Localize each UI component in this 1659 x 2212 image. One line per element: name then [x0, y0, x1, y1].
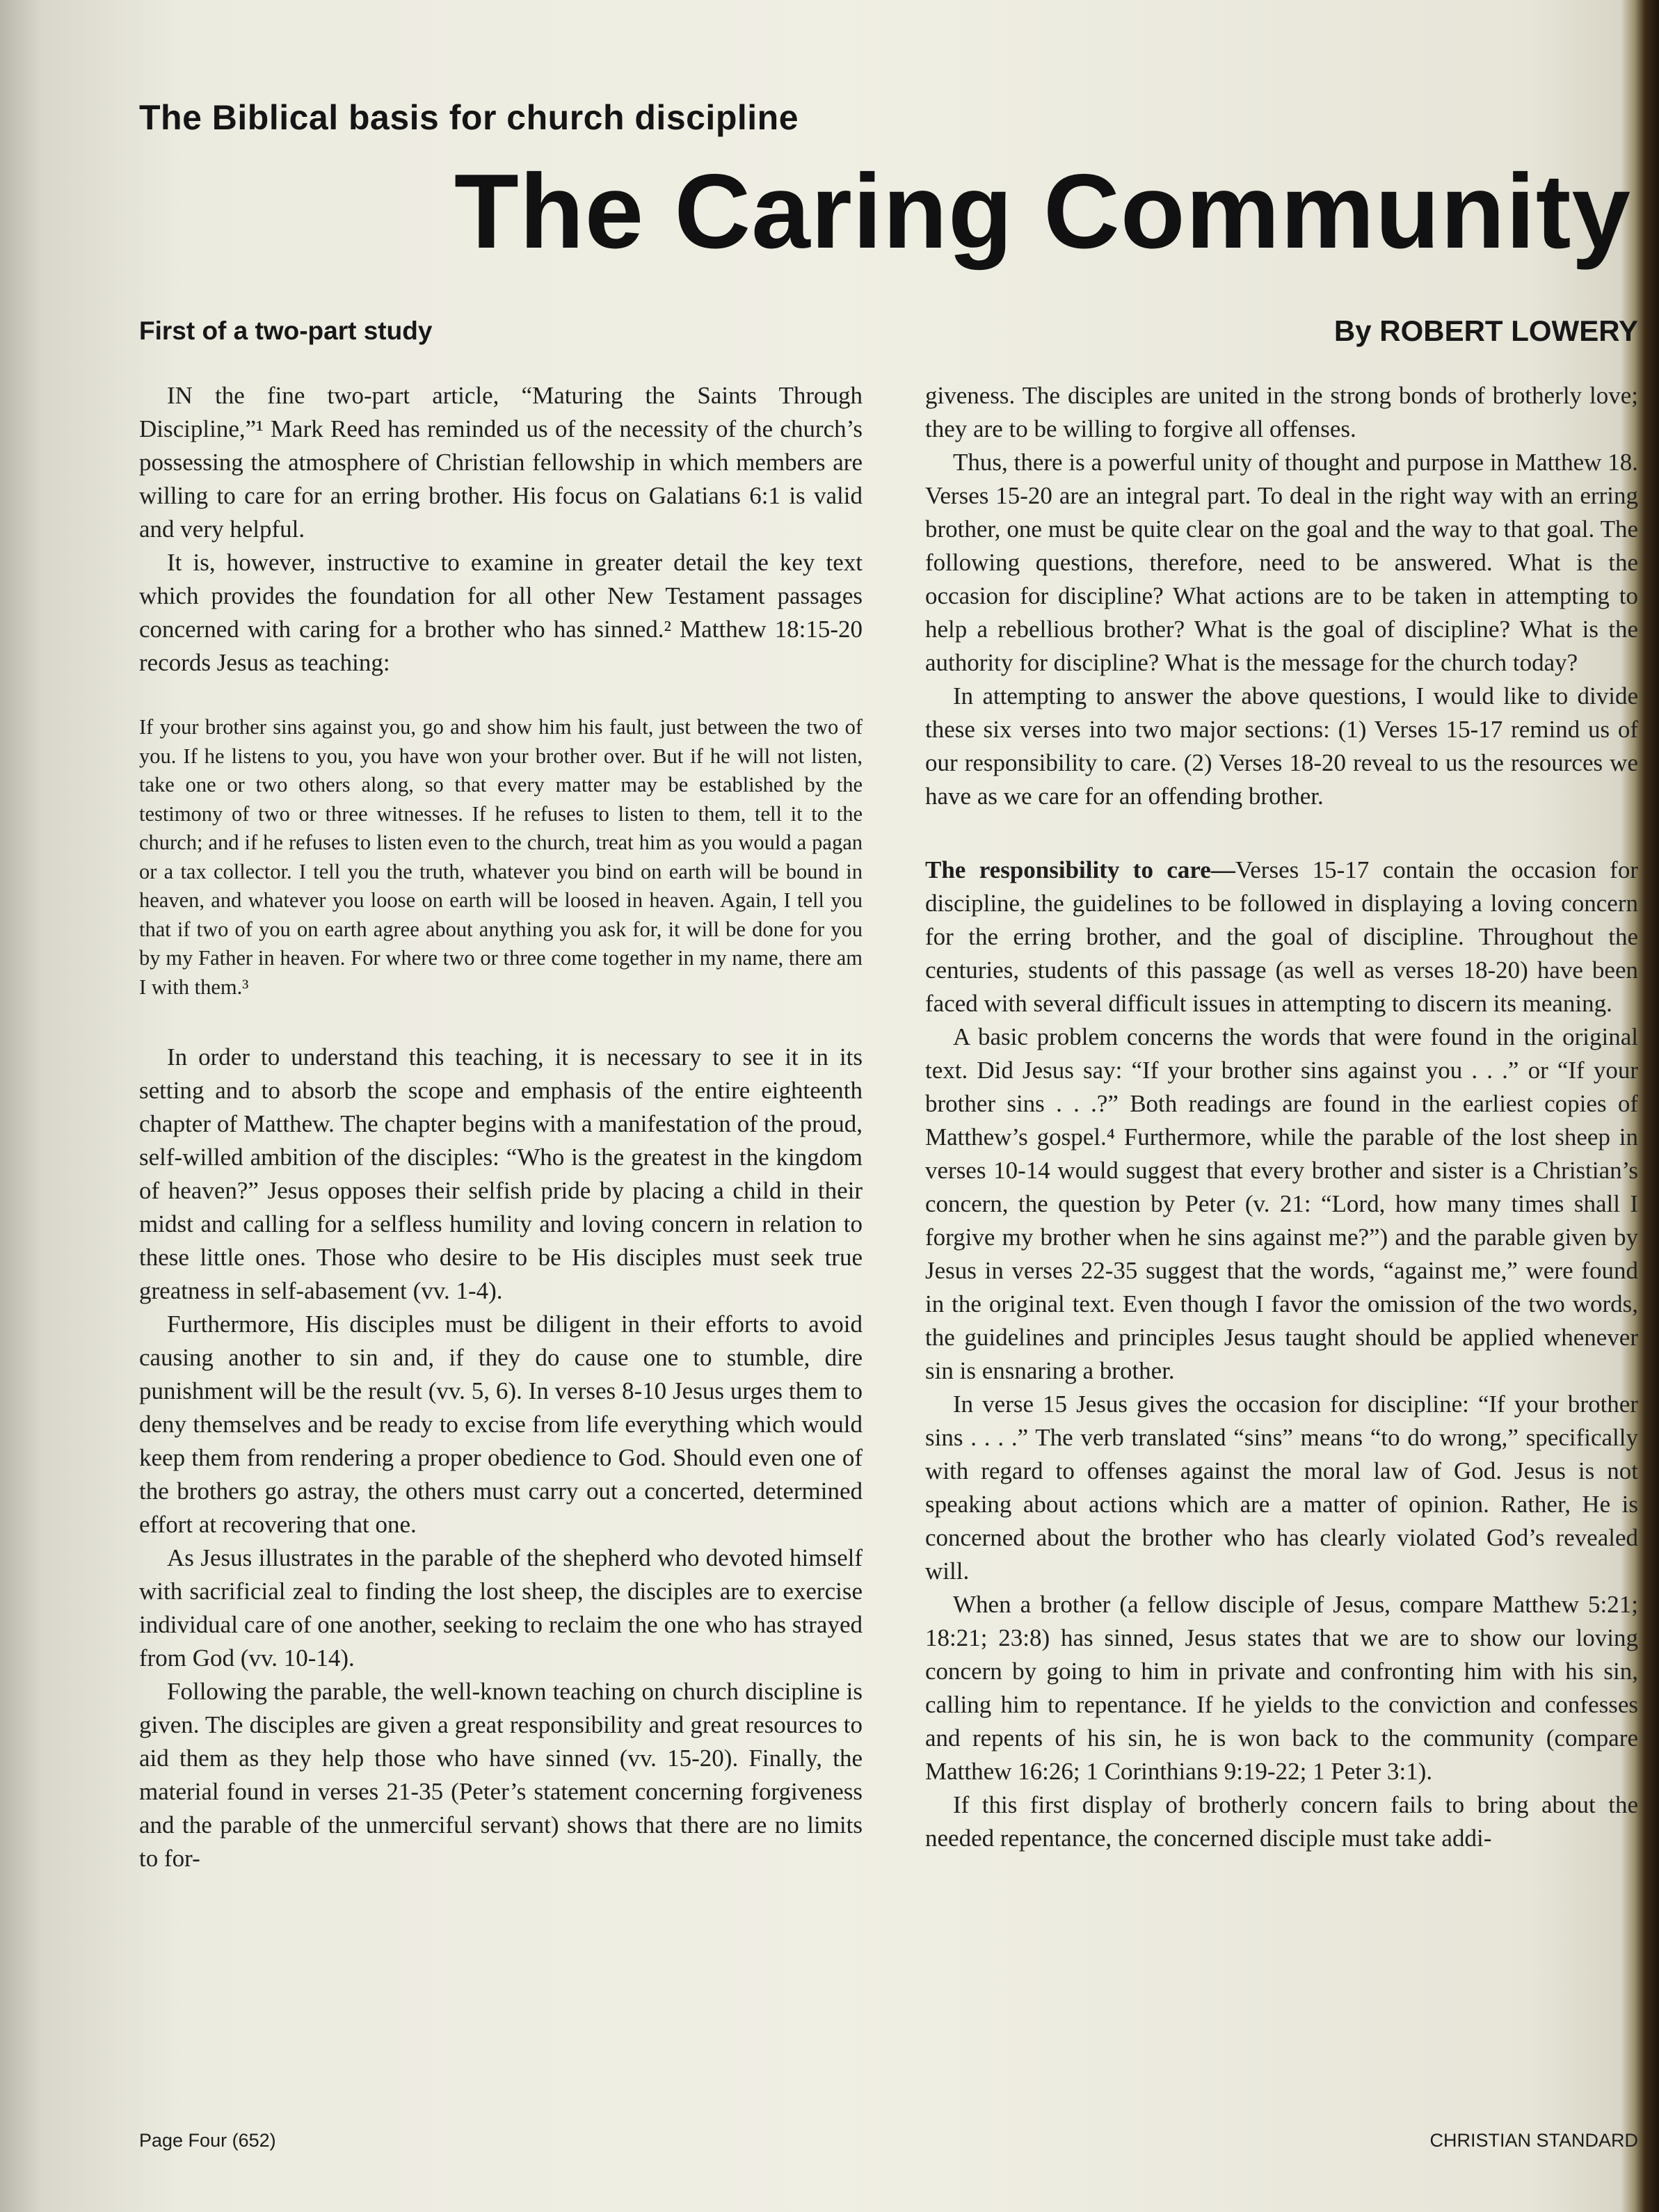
publication-name: CHRISTIAN STANDARD — [1429, 2130, 1638, 2151]
paragraph-first-display: If this first display of brotherly concern fails to bring about the needed repentance, the concerned disciple must take addi- — [925, 1791, 1638, 1852]
left-column — [139, 379, 863, 1875]
section-heading: The responsibility to care— — [925, 856, 1235, 883]
paragraph-responsibility — [925, 853, 1638, 1020]
section-body: Verses 15-17 contain the occasion for discipline, the guidelines to be followed in displaying a loving concern for the erring brother, and the goal of discipline. Throughout the centuries, students of this passage (as well as verses 18-20) have been faced with several difficult issues in attempting to discern its meaning. — [925, 856, 1638, 1017]
right-column — [925, 379, 1638, 1855]
paragraph-sections: In attempting to answer the above questions, I would like to divide these six verses into two major sections: (1) Verses 15-17 remind us of our responsibility to care. (2) Verses 18-20 reveal to us the resources we have as we care for an offending brother. — [925, 682, 1638, 810]
article-title: The Caring Community — [454, 152, 1631, 271]
paragraph-original-text: A basic problem concerns the words that were found in the original text. Did Jesus say: “If your brother sins against you . . .” or “If your brother sins . . .?” Both readings are found in the earliest copies of Matthew’s gospel.⁴ Furthermore, while the parable of the lost sheep in verses 10-14 would suggest that every brother and sister is a Christian’s concern, the question by Peter (v. 21: “Lord, how many times shall I forgive my brother when he sins against me?”) and the parable given by Jesus in verses 22-35 suggest that the words, “against me,” were found in the original text. Even though I favor the omission of the two words, the guidelines and principles Jesus taught should be applied whenever sin is ensnaring a brother. — [925, 1023, 1638, 1384]
paragraph-intro: IN the fine two-part article, “Maturing the Saints Through Discipline,”¹ Mark Reed has reminded us of the necessity of the church’s possessing the atmosphere of Christian fellowship in which members are willing to care for an erring brother. His focus on Galatians 6:1 is valid and very helpful. — [139, 382, 863, 543]
paragraph-forgiveness: giveness. The disciples are united in the strong bonds of brotherly love; they are to be willing to forgive all offenses. — [925, 382, 1638, 442]
paragraph-key-text: It is, however, instructive to examine in greater detail the key text which provides the foundation for all other New Testament passages concerned with caring for a brother who has sinned.² Matthew 18:15-20 records Jesus as teaching: — [139, 549, 863, 676]
paragraph-following: Following the parable, the well-known teaching on church discipline is given. The disciples are given a great responsibility and great resources to aid them as they help those who have sinned (vv. 15-20). Finally, the material found in verses 21-35 (Peter’s statement concerning forgiveness and the parable of the unmerciful servant) shows that there are no limits to for- — [139, 1678, 863, 1872]
paragraph-parable: As Jesus illustrates in the parable of the shepherd who devoted himself with sacrificial zeal to finding the lost sheep, the disciples are to exercise individual care of one another, seeking to reclaim the one who has strayed from God (vv. 10-14). — [139, 1544, 863, 1672]
paragraph-diligence: Furthermore, His disciples must be diligent in their efforts to avoid causing another to sin and, if they do cause one to stumble, dire punishment will be the result (vv. 5, 6). In verses 8-10 Jesus urges them to deny themselves and be ready to excise from life everything which would keep them from rendering a proper obedience to God. Should even one of the brothers go astray, the others must carry out a concerted, determined effort at recovering that one. — [139, 1311, 863, 1538]
article-kicker: The Biblical basis for church discipline — [139, 98, 799, 137]
page-number: Page Four (652) — [139, 2130, 276, 2151]
paragraph-unity: Thus, there is a powerful unity of thought and purpose in Matthew 18. Verses 15-20 are an integral part. To deal in the right way with an erring brother, one must be quite clear on the goal and the way to that goal. The following questions, therefore, need to be answered. What is the occasion for discipline? What actions are to be taken in attempting to help a rebellious brother? What is the goal of discipline? What is the authority for discipline? What is the message for the church today? — [925, 449, 1638, 676]
scripture-quote: If your brother sins against you, go and show him his fault, just between the two of you. If he listens to you, you have won your brother over. But if he will not listen, take one or two others along, so that every matter may be established by the testimony of two or three witnesses. If he refuses to listen to them, tell it to the church; and if he refuses to listen even to the church, treat him as you would a pagan or a tax collector. I tell you the truth, whatever you bind on earth will be bound in heaven, and whatever you loose on earth will be loosed in heaven. Again, I tell you that if two of you on earth agree about anything you ask for, it will be done for you by my Father in heaven. For where two or three come together in my name, there am I with them.³ — [139, 715, 863, 999]
section-spacer — [925, 813, 1638, 853]
article-subhead: First of a two-part study — [139, 316, 433, 345]
paragraph-setting: In order to understand this teaching, it is necessary to see it in its setting and to absorb the scope and emphasis of the entire eighteenth chapter of Matthew. The chapter begins with a manifestation of the proud, self-willed ambition of the disciples: “Who is the greatest in the kingdom of heaven?” Jesus opposes their selfish pride by placing a child in their midst and calling for a selfless humility and loving concern in relation to these little ones. Those who desire to be His disciples must seek true greatness in self-abasement (vv. 1-4). — [139, 1043, 863, 1304]
paragraph-brother: When a brother (a fellow disciple of Jesus, compare Matthew 5:21; 18:21; 23:8) has sinned, Jesus states that we are to show our loving concern by going to him in private and confronting him with his sin, calling him to repentance. If he yields to the conviction and confesses and repents of his sin, he is won back to the community (compare Matthew 16:26; 1 Corinthians 9:19-22; 1 Peter 3:1). — [925, 1591, 1638, 1785]
paragraph-occasion: In verse 15 Jesus gives the occasion for discipline: “If your brother sins . . . .” The verb translated “sins” means “to do wrong,” specifically with regard to offenses against the moral law of God. Jesus is not speaking about actions which are a matter of opinion. Rather, He is concerned about the brother who has clearly violated God’s revealed will. — [925, 1390, 1638, 1585]
article-byline: By ROBERT LOWERY — [1333, 314, 1638, 347]
